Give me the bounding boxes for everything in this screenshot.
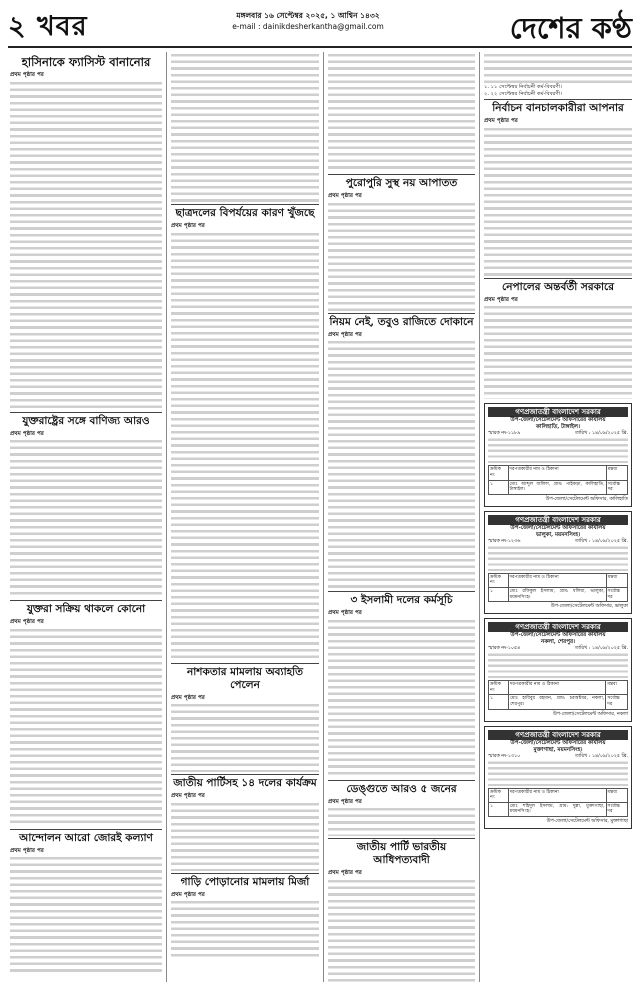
article-headline: জাতীয় পার্টি ভারতীয় আধিপত্যবাদী (328, 838, 475, 867)
tender-notice (484, 403, 632, 506)
masthead-date: মঙ্গলবার ১৬ সেপ্টেম্বর ২০২৫, ১ আশ্বিন ১৪৩২ (236, 11, 380, 20)
article-headline: পুরোপুরি সুস্থ নয় আপাতত (328, 174, 475, 190)
tender-table (488, 465, 628, 494)
article-body (171, 899, 319, 959)
article-body (328, 618, 475, 778)
table-cell: সর্বোচ্চ দর (606, 695, 628, 709)
article-headline: হাসিনাকে ফ্যাসিস্ট বানানোর (21, 55, 151, 69)
tender-office: উপ-জেলা/সেটেলমেন্ট অফিসারের কার্যালয় (510, 632, 606, 639)
article-body (171, 52, 319, 202)
tender-table (488, 788, 628, 817)
continued-label: প্রথম পৃষ্ঠার পর (484, 118, 518, 125)
masthead-email: e-mail : dainikdesherkantha@gmail.com (232, 22, 384, 31)
article-body (171, 801, 319, 871)
continued-label: প্রথম পৃষ্ঠার পর (10, 619, 44, 626)
paper-name-logo: দেশের কণ্ঠ (509, 11, 632, 45)
table-row (489, 802, 628, 816)
tender-notice (484, 618, 632, 721)
table-cell: ১ (489, 802, 509, 816)
tender-body (488, 437, 628, 463)
tender-notice (484, 511, 632, 614)
tender-signature: উপ-জেলা/সেটেলমেন্ট অফিসার, নকলা (552, 711, 628, 717)
page-section-label: ২ খবর (8, 11, 88, 42)
continued-label: প্রথম পৃষ্ঠার পর (171, 223, 205, 229)
table-row (489, 788, 628, 802)
table-cell: ১ (489, 587, 509, 601)
continued-label: প্রথম পৃষ্ঠার পর (484, 296, 518, 303)
table-cell: দরপত্রকারীর নাম ও ঠিকানা (508, 681, 605, 695)
tender-notice (484, 726, 632, 829)
table-cell: ১ (489, 480, 509, 494)
continued-label: প্রথম পৃষ্ঠার পর (328, 331, 362, 338)
column-divider (323, 52, 324, 982)
list-item: ২. ২২ সেপ্টেম্বর নির্বাচনী কর্ম-বিবরণী। (484, 90, 562, 97)
table-cell: ক্রমিক নং (489, 466, 509, 480)
table-cell: মন্তব্য (606, 788, 627, 802)
article-body (10, 80, 162, 410)
table-row (489, 466, 628, 480)
article-body (328, 339, 475, 589)
tender-memo-number: স্মারক নং-১১৮৯ (488, 431, 521, 437)
article-headline: জাতীয় পার্টিসহ ১৪ দলের কার্যক্রম (171, 774, 319, 790)
tender-memo-date: তারিখ : ১৪/০৯/২০২৫ খ্রি. (575, 753, 628, 759)
table-row (489, 480, 628, 494)
article-headline: ছাত্রদলের বিপর্যয়ের কারণ খুঁজছে (171, 204, 319, 220)
table-cell: মোঃ রফিকুল ইসলাম, গ্রাম: ধলিয়া, ভালুকা, ময়মনসিংহ। (508, 587, 606, 601)
article-headline: ৩ ইসলামী দলের কর্মসূচি (328, 591, 475, 607)
table-cell: ক্রমিক নং (489, 788, 509, 802)
masthead (8, 6, 632, 46)
article-body (328, 201, 475, 311)
tender-memo-date: তারিখ : ১৪/০৯/২০২৫ খ্রি. (575, 538, 628, 544)
tender-body (488, 652, 628, 678)
article-headline: যুক্তরাষ্ট্রের সঙ্গে বাণিজ্য আরও (10, 412, 162, 428)
tender-place: কালিহাতি, টাঙ্গাইল। (536, 424, 580, 431)
table-row (489, 573, 628, 587)
table-cell: সর্বোচ্চ দর (606, 480, 627, 494)
tender-office: উপ-জেলা/সেটেলমেন্ট অফিসারের কার্যালয় (510, 524, 606, 531)
table-row (489, 587, 628, 601)
tender-place: ভালুকা, ময়মনসিংহ। (535, 531, 581, 538)
continued-label: প্রথম পৃষ্ঠার পর (328, 870, 362, 877)
table-cell: মন্তব্য (606, 573, 627, 587)
article-body (171, 702, 319, 772)
continued-label: প্রথম পৃষ্ঠার পর (328, 193, 362, 199)
table-cell: দরপত্রকারীর নাম ও ঠিকানা (508, 788, 606, 802)
tender-place: মুক্তাগাছা, ময়মনসিংহ। (533, 746, 583, 753)
column-1 (10, 52, 162, 982)
article-body (10, 438, 162, 598)
column-divider (479, 52, 480, 982)
continued-label: প্রথম পৃষ্ঠার পর (171, 793, 205, 800)
continued-label: প্রথম পৃষ্ঠার পর (171, 694, 205, 701)
article-headline: নাশকতার মামলায় অব্যাহতি পেলেন (171, 663, 319, 692)
article-body (484, 126, 632, 276)
table-cell: ১ (489, 695, 509, 709)
tender-memo-number: স্মারক নং-১০৫৪ (488, 646, 521, 652)
article-headline: নেপালের অন্তর্বর্তী সরকারে (484, 278, 632, 294)
article-headline: যুক্তরা সক্রিয় থাকলে কোনো (10, 600, 162, 616)
tender-memo-date: তারিখ : ১৪/০৯/২০২৫ খ্রি. (575, 646, 628, 652)
continued-label: প্রথম পৃষ্ঠার পর (171, 891, 205, 898)
tender-office: উপ-জেলা/সেটেলমেন্ট অফিসারের কার্যালয় (510, 739, 606, 746)
tender-signature: উপ-জেলা/সেটেলমেন্ট অফিসার, ভালুকা (550, 604, 628, 610)
tender-notices (484, 403, 632, 829)
tender-signature: উপ-জেলা/সেটেলমেন্ট অফিসার, কালিহাতি (545, 496, 628, 502)
table-cell: ক্রমিক নং (489, 681, 509, 695)
tender-signature: উপ-জেলা/সেটেলমেন্ট অফিসার, মুক্তাগাছা (546, 818, 628, 824)
masthead-info (158, 10, 458, 32)
continued-label: প্রথম পৃষ্ঠার পর (10, 72, 44, 78)
continued-label: প্রথম পৃষ্ঠার পর (328, 798, 362, 805)
article-body (328, 806, 475, 836)
article-body (10, 627, 162, 827)
article-body (171, 231, 319, 661)
column-3 (328, 52, 475, 982)
table-cell: দরপত্রকারীর নাম ও ঠিকানা (508, 573, 606, 587)
column-2 (171, 52, 319, 982)
table-row (489, 681, 628, 695)
tender-table (488, 573, 628, 602)
table-cell: ক্রমিক নং (489, 573, 509, 587)
tender-office: উপ-জেলা/সেটেলমেন্ট অফিসারের কার্যালয় (510, 417, 606, 424)
article-body (484, 52, 632, 84)
table-cell: দরপত্রকারীর নাম ও ঠিকানা (508, 466, 606, 480)
table-cell: মোঃ হাবিবুর রহমান, গ্রাম: চরঅষ্টধর, নকলা, শেরপুর। (508, 695, 605, 709)
article-headline: ডেঙ্গুতে আরও ৫ জনের (328, 780, 475, 796)
table-cell: মোঃ শহিদুল ইসলাম, গ্রাম: দুল্লা, মুক্তাগাছা, ময়মনসিংহ। (508, 802, 606, 816)
continued-label: প্রথম পৃষ্ঠার পর (10, 430, 44, 437)
tender-memo-date: তারিখ : ১৪/০৯/২০২৫ খ্রি. (575, 431, 628, 437)
table-cell: মোঃ আব্দুল জলিল, গ্রাম: পাইকড়া, কালিহাতি, টাঙ্গাইল। (508, 480, 606, 494)
tender-government-title: গণপ্রজাতন্ত্রী বাংলাদেশ সরকার (488, 622, 628, 632)
tender-memo-number: স্মারক নং-১২৩৬ (488, 538, 521, 544)
masthead-rule (8, 46, 632, 48)
article-headline: নির্বাচন বানচালকারীরা আপনার (484, 99, 632, 115)
continued-label: প্রথম পৃষ্ঠার পর (328, 610, 362, 617)
article-body (484, 304, 632, 399)
list-item: ১. ১১ সেপ্টেম্বর নির্বাচনী কর্ম-বিবরণী। (484, 84, 562, 90)
article-body (328, 52, 475, 172)
table-cell: সর্বোচ্চ দর (606, 802, 627, 816)
column-divider (166, 52, 167, 982)
table-cell: সর্বোচ্চ দর (606, 587, 627, 601)
table-cell: মন্তব্য (606, 681, 628, 695)
column-4 (484, 52, 632, 982)
tender-government-title: গণপ্রজাতন্ত্রী বাংলাদেশ সরকার (488, 407, 628, 417)
tender-body (488, 760, 628, 786)
article-headline: গাড়ি পোড়ানোর মামলায় মির্জা (171, 873, 319, 889)
continued-label: প্রথম পৃষ্ঠার পর (10, 847, 44, 854)
tender-government-title: গণপ্রজাতন্ত্রী বাংলাদেশ সরকার (488, 730, 628, 740)
article-headline: আন্দোলন আরো জোরই কল্যাণ (10, 829, 162, 845)
table-cell: মন্তব্য (606, 466, 627, 480)
tender-memo-number: স্মারক নং-১৩১০ (488, 753, 521, 759)
article-headline: নিয়ম নেই, তবুও রাজিতে দোকানে (328, 313, 475, 329)
tender-body (488, 545, 628, 571)
tender-table (488, 680, 628, 709)
article-body (328, 878, 475, 982)
tender-place: নকলা, শেরপুর। (541, 639, 575, 646)
tender-government-title: গণপ্রজাতন্ত্রী বাংলাদেশ সরকার (488, 515, 628, 525)
article-body (10, 855, 162, 975)
table-row (489, 695, 628, 709)
